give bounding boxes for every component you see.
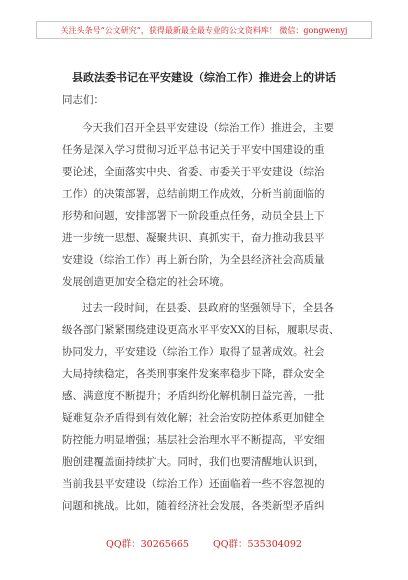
paragraph-line: 问题和挑战。比如，随着经济社会发展，各类新型矛盾纠 <box>62 500 325 512</box>
salutation: 同志们： <box>62 94 104 106</box>
paragraph-line: 防控能力明显增强；基层社会治理水平不断提高，平安细 <box>62 434 325 446</box>
paragraph-line: 形势和问题，安排部署下一阶段重点任务，动员全县上下 <box>62 210 325 222</box>
paragraph-line: 胞创建覆盖面持续扩大。同时，我们也要清醒地认识到， <box>62 456 325 468</box>
header-banner <box>36 21 372 39</box>
paragraph-line: 过去一段时间，在县委、县政府的坚强领导下，全县各 <box>82 302 334 314</box>
document-title: 县政法委书记在平安建设（综治工作）推进会上的讲话 <box>72 71 336 84</box>
paragraph-line: 协同发力，平安建设（综治工作）取得了显著成效。社会 <box>62 346 325 358</box>
paragraph-line: 疑难复杂矛盾得到有效化解；社会治安防控体系更加健全 <box>62 412 325 424</box>
paragraph-line: 发展创造更加安全稳定的社会环境。 <box>62 276 230 288</box>
paragraph-line: 今天我们召开全县平安建设（综治工作）推进会，主要 <box>82 122 334 134</box>
footer <box>0 536 408 550</box>
paragraph-line: 工作）的决策部署，总结前期工作成效，分析当前面临的 <box>62 188 325 200</box>
paragraph-line: 感、满意度不断提升；矛盾纠纷化解机制日益完善，一批 <box>62 390 325 402</box>
footer-qq-group-1: QQ群：30265665 <box>106 539 189 550</box>
paragraph-line: 要论述，全面落实中央、省委、市委关于平安建设（综治 <box>62 166 325 178</box>
footer-qq-group-2: QQ群：535304092 <box>212 539 302 550</box>
paragraph-line: 安建设（综治工作）再上新台阶，为全县经济社会高质量 <box>62 254 325 266</box>
paragraph-line: 级各部门紧紧围绕建设更高水平平安XX的目标，履职尽责、 <box>62 324 340 336</box>
paragraph-line: 进一步统一思想、凝聚共识、真抓实干，奋力推动我县平 <box>62 232 325 244</box>
banner-text: 关注头条号“公文研究”，获得最新最全最专业的公文资料库！ 微信：gongwenyj <box>60 25 348 35</box>
paragraph-line: 大局持续稳定，各类刑事案件发案率稳步下降，群众安全 <box>62 368 325 380</box>
paragraph-line: 任务是深入学习贯彻习近平总书记关于平安中国建设的重 <box>62 144 325 156</box>
paragraph-line: 当前我县平安建设（综治工作）还面临着一些不容忽视的 <box>62 478 325 490</box>
